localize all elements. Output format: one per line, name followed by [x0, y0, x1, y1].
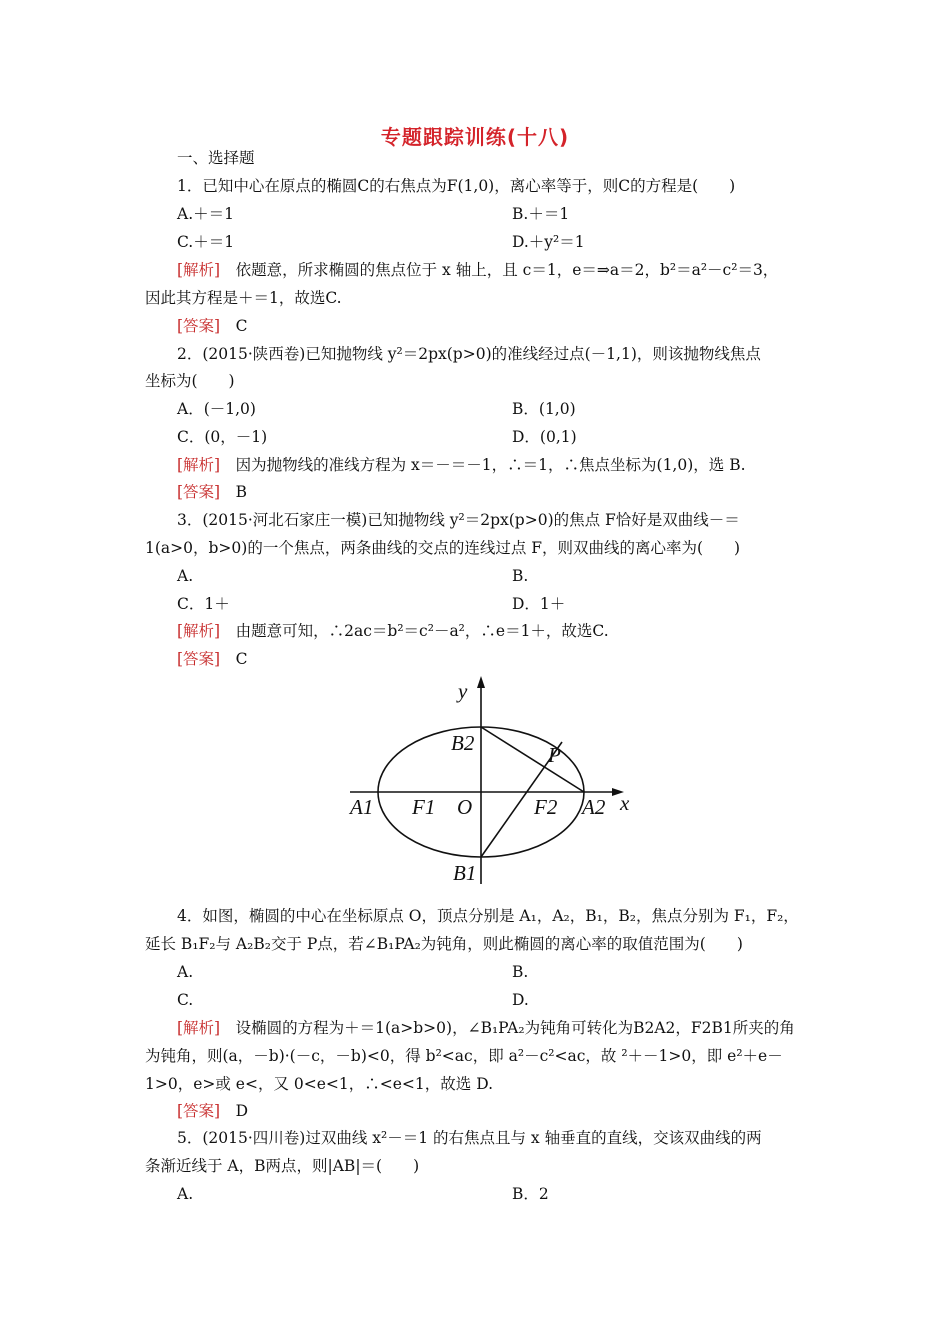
q3-analysis [177, 621, 609, 641]
label-a1: A1 [350, 795, 374, 819]
q3-stem-line-1: 3．(2015·河北石家庄一模)已知抛物线 y²＝2px(p>0)的焦点 F恰好是双曲线－＝ [177, 511, 740, 529]
section-heading: 一、选择题 [177, 149, 255, 167]
q2-stem-line-2: 坐标为( ) [145, 372, 235, 390]
analysis-tag: [解析] [177, 456, 221, 474]
q1-option-a: A.＋＝1 [177, 205, 234, 223]
q4-option-d: D. [512, 991, 529, 1009]
q2-answer [177, 482, 247, 502]
q4-answer [177, 1101, 248, 1121]
answer-tag: [答案] [177, 1102, 221, 1120]
q3-option-a: A. [177, 567, 194, 585]
answer-tag: [答案] [177, 317, 221, 335]
label-b2: B2 [451, 731, 475, 755]
q1-option-c: C.＋＝1 [177, 233, 235, 251]
ellipse-figure [340, 676, 650, 890]
q5-stem-line-1: 5．(2015·四川卷)过双曲线 x²－＝1 的右焦点且与 x 轴垂直的直线，交该双曲线的两 [177, 1129, 762, 1147]
q3-option-d: D．1＋ [512, 595, 566, 613]
q3-answer-value: C [235, 650, 248, 668]
q2-option-b: B．(1,0) [512, 400, 576, 418]
q2-option-d: D．(0,1) [512, 428, 577, 446]
label-o: O [457, 795, 473, 819]
q3-answer [177, 649, 248, 669]
label-a2: A2 [582, 795, 606, 819]
analysis-tag: [解析] [177, 261, 221, 279]
q1-analysis-line-2: 因此其方程是＋＝1，故选C. [145, 289, 342, 307]
q5-option-a: A. [177, 1185, 194, 1203]
q1-answer [177, 316, 248, 336]
q1-answer-value: C [235, 317, 248, 335]
q2-analysis [177, 455, 746, 475]
label-y: y [458, 679, 468, 703]
q4-option-b: B. [512, 963, 529, 981]
q1-option-d: D.＋y²＝1 [512, 233, 585, 251]
label-f1: F1 [412, 795, 436, 819]
label-p: P [548, 743, 561, 767]
q2-analysis-text: 因为抛物线的准线方程为 x＝－＝－1，∴＝1，∴焦点坐标为(1,0)，选 B. [235, 456, 746, 474]
q1-option-b: B.＋＝1 [512, 205, 570, 223]
q4-analysis-line-3: 1>0，e>或 e<，又 0<e<1，∴<e<1，故选 D. [145, 1075, 493, 1093]
q4-analysis-line-1 [177, 1018, 795, 1038]
q1-analysis-line-1 [177, 260, 778, 280]
analysis-tag: [解析] [177, 622, 221, 640]
q4-option-c: C. [177, 991, 194, 1009]
q1-stem: 1．已知中心在原点的椭圆C的右焦点为F(1,0)，离心率等于，则C的方程是( ) [177, 177, 736, 195]
q1-analysis-text: 依题意，所求椭圆的焦点位于 x 轴上，且 c＝1，e＝⇒a＝2，b²＝a²－c²＝3， [235, 261, 779, 279]
q5-option-b: B．2 [512, 1185, 549, 1203]
q2-stem-line-1: 2．(2015·陕西卷)已知抛物线 y²＝2px(p>0)的准线经过点(－1,1)，则该抛物线焦点 [177, 345, 761, 363]
q2-option-a: A．(－1,0) [177, 400, 256, 418]
q3-stem-line-2: 1(a>0，b>0)的一个焦点，两条曲线的交点的连线过点 F，则双曲线的离心率为( ) [145, 539, 741, 557]
q4-stem-line-2: 延长 B₁F₂与 A₂B₂交于 P点，若∠B₁PA₂为钝角，则此椭圆的离心率的取值范围为( ) [145, 935, 743, 953]
label-x: x [620, 791, 630, 815]
q4-option-a: A. [177, 963, 194, 981]
answer-tag: [答案] [177, 650, 221, 668]
q3-option-c: C．1＋ [177, 595, 230, 613]
label-f2: F2 [534, 795, 558, 819]
q4-analysis-line-2: 为钝角，则(a，－b)·(－c，－b)<0，得 b²<ac，即 a²－c²<ac，故 ²＋－1>0，即 e²＋e－ [145, 1047, 783, 1065]
y-axis-arrow-icon [477, 676, 485, 688]
q4-stem-line-1: 4．如图，椭圆的中心在坐标原点 O，顶点分别是 A₁，A₂，B₁，B₂，焦点分别为 F₁，F₂， [177, 907, 799, 925]
q5-stem-line-2: 条渐近线于 A，B两点，则|AB|＝( ) [145, 1157, 420, 1175]
answer-tag: [答案] [177, 483, 221, 501]
q4-analysis-text: 设椭圆的方程为＋＝1(a>b>0)，∠B₁PA₂为钝角可转化为B2A2，F2B1所夹的角 [235, 1019, 795, 1037]
q3-option-b: B. [512, 567, 529, 585]
q2-answer-value: B [235, 483, 248, 501]
segment-b2-a2 [481, 727, 584, 792]
analysis-tag: [解析] [177, 1019, 221, 1037]
page-title: 专题跟踪训练(十八) [380, 125, 570, 149]
label-b1: B1 [453, 861, 477, 885]
q3-analysis-text: 由题意可知，∴2ac＝b²＝c²－a²，∴e＝1＋，故选C. [235, 622, 609, 640]
q2-option-c: C．(0，－1) [177, 428, 268, 446]
q4-answer-value: D [235, 1102, 249, 1120]
